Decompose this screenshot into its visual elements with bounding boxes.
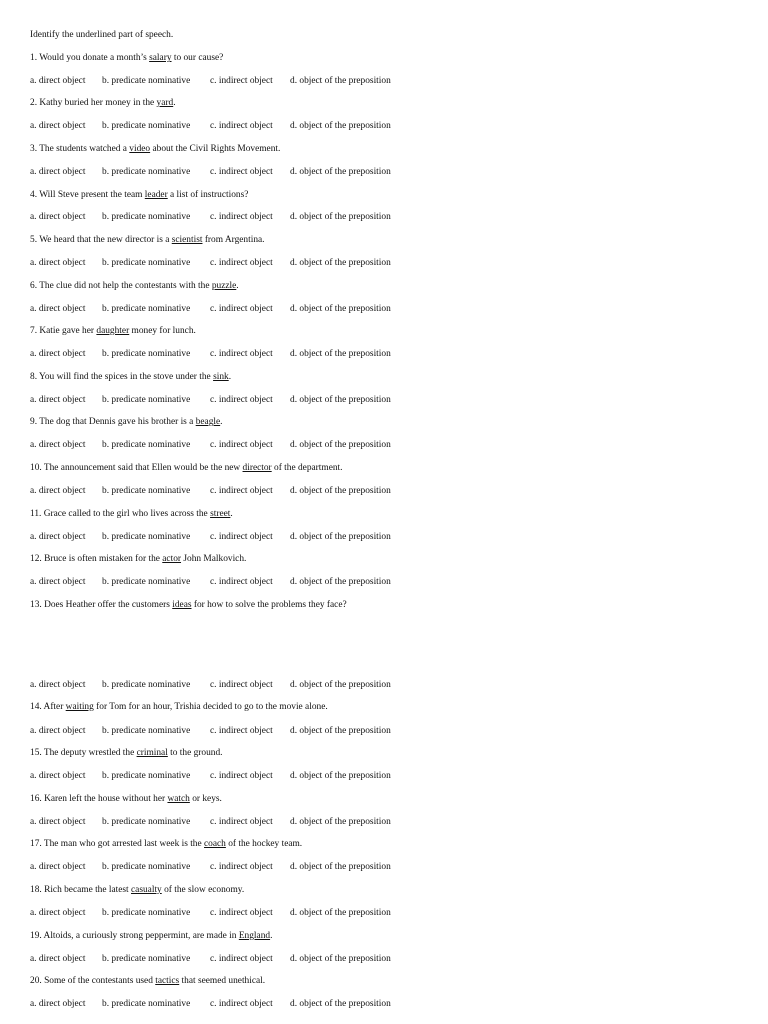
question-text: 18. Rich became the latest [30, 885, 132, 895]
option-d[interactable]: d. object of the preposition [290, 212, 391, 222]
underlined-word: ideas [172, 600, 192, 610]
question-4 [30, 189, 248, 201]
question-text: 15. The deputy wrestled the [30, 748, 137, 758]
option-d[interactable]: d. object of the preposition [290, 76, 391, 86]
option-c[interactable]: c. indirect object [210, 76, 273, 86]
underlined-word: daughter [96, 326, 130, 336]
question-text: or keys. [189, 794, 222, 804]
option-a[interactable]: a. direct object [30, 395, 86, 405]
question-text: John Malkovich. [181, 554, 247, 564]
option-b[interactable]: b. predicate nominative [102, 908, 191, 918]
question-2 [30, 97, 176, 109]
underlined-word: beagle [195, 417, 221, 427]
question-16 [30, 793, 222, 805]
question-text: 17. The man who got arrested last week is the [30, 839, 205, 849]
underlined-word: actor [162, 554, 182, 564]
question-19 [30, 930, 272, 942]
underlined-word: scientist [171, 235, 203, 245]
option-c[interactable]: c. indirect object [210, 908, 273, 918]
question-text: about the Civil Rights Movement. [150, 144, 281, 154]
option-c[interactable]: c. indirect object [210, 167, 273, 177]
question-6 [30, 280, 239, 292]
question-text: a list of instructions? [167, 190, 249, 200]
question-text: 14. After [30, 702, 66, 712]
question-5 [30, 234, 265, 246]
underlined-word: tactics [155, 976, 180, 986]
option-d[interactable]: d. object of the preposition [290, 908, 391, 918]
option-c[interactable]: c. indirect object [210, 486, 273, 496]
option-a[interactable]: a. direct object [30, 486, 86, 496]
underlined-word: salary [149, 53, 172, 63]
question-15 [30, 747, 223, 759]
option-c[interactable]: c. indirect object [210, 304, 273, 314]
option-b[interactable]: b. predicate nominative [102, 999, 191, 1009]
question-text: 13. Does Heather offer the customers [30, 600, 173, 610]
question-text: 12. Bruce is often mistaken for the [30, 554, 163, 564]
option-a[interactable]: a. direct object [30, 76, 86, 86]
option-c[interactable]: c. indirect object [210, 862, 273, 872]
option-d[interactable]: d. object of the preposition [290, 349, 391, 359]
option-a[interactable]: a. direct object [30, 680, 86, 690]
option-a[interactable]: a. direct object [30, 817, 86, 827]
question-20 [30, 975, 265, 987]
question-text: 6. The clue did not help the contestants with the [30, 281, 212, 291]
question-text: of the department. [271, 463, 343, 473]
option-b[interactable]: b. predicate nominative [102, 258, 191, 268]
option-c[interactable]: c. indirect object [210, 121, 273, 131]
option-b[interactable]: b. predicate nominative [102, 817, 191, 827]
option-d[interactable]: d. object of the preposition [290, 771, 391, 781]
option-b[interactable]: b. predicate nominative [102, 76, 191, 86]
option-b[interactable]: b. predicate nominative [102, 680, 191, 690]
option-d[interactable]: d. object of the preposition [290, 680, 391, 690]
option-d[interactable]: d. object of the preposition [290, 440, 391, 450]
option-d[interactable]: d. object of the preposition [290, 486, 391, 496]
option-d[interactable]: d. object of the preposition [290, 532, 391, 542]
option-d[interactable]: d. object of the preposition [290, 954, 391, 964]
question-text: to our cause? [171, 53, 224, 63]
underlined-word: leader [144, 190, 168, 200]
option-a[interactable]: a. direct object [30, 304, 86, 314]
option-a[interactable]: a. direct object [30, 258, 86, 268]
option-a[interactable]: a. direct object [30, 440, 86, 450]
question-text: 10. The announcement said that Ellen would be the new [30, 463, 243, 473]
option-c[interactable]: c. indirect object [210, 954, 273, 964]
option-c[interactable]: c. indirect object [210, 349, 273, 359]
option-b[interactable]: b. predicate nominative [102, 121, 191, 131]
question-text: 9. The dog that Dennis gave his brother is a [30, 417, 196, 427]
option-c[interactable]: c. indirect object [210, 577, 273, 587]
option-a[interactable]: a. direct object [30, 908, 86, 918]
question-text: . [173, 98, 176, 108]
underlined-word: coach [204, 839, 226, 849]
option-d[interactable]: d. object of the preposition [290, 304, 391, 314]
underlined-word: director [242, 463, 272, 473]
question-text: 2. Kathy buried her money in the [30, 98, 157, 108]
option-b[interactable]: b. predicate nominative [102, 726, 191, 736]
option-b[interactable]: b. predicate nominative [102, 212, 191, 222]
option-b[interactable]: b. predicate nominative [102, 532, 191, 542]
option-d[interactable]: d. object of the preposition [290, 862, 391, 872]
option-d[interactable]: d. object of the preposition [290, 395, 391, 405]
option-c[interactable]: c. indirect object [210, 771, 273, 781]
question-text: 3. The students watched a [30, 144, 130, 154]
underlined-word: criminal [136, 748, 168, 758]
question-13 [30, 599, 347, 611]
option-b[interactable]: b. predicate nominative [102, 349, 191, 359]
option-b[interactable]: b. predicate nominative [102, 395, 191, 405]
question-14 [30, 701, 328, 713]
question-text: 11. Grace called to the girl who lives across the [30, 509, 211, 519]
underlined-word: yard [156, 98, 174, 108]
option-c[interactable]: c. indirect object [210, 999, 273, 1009]
question-text: to the ground. [167, 748, 223, 758]
underlined-word: casualty [131, 885, 162, 895]
question-text: 1. Would you donate a month’s [30, 53, 150, 63]
question-text: 5. We heard that the new director is a [30, 235, 172, 245]
option-a[interactable]: a. direct object [30, 862, 86, 872]
option-a[interactable]: a. direct object [30, 954, 86, 964]
question-text: of the hockey team. [225, 839, 303, 849]
option-c[interactable]: c. indirect object [210, 212, 273, 222]
question-1 [30, 52, 223, 64]
underlined-word: sink [213, 372, 229, 382]
option-b[interactable]: b. predicate nominative [102, 954, 191, 964]
option-a[interactable]: a. direct object [30, 999, 86, 1009]
option-c[interactable]: c. indirect object [210, 440, 273, 450]
question-17 [30, 838, 302, 850]
question-text: 19. Altoids, a curiously strong peppermint, are made in [30, 931, 239, 941]
question-text: money for lunch. [129, 326, 196, 336]
underlined-word: watch [167, 794, 190, 804]
question-18 [30, 884, 244, 896]
option-c[interactable]: c. indirect object [210, 726, 273, 736]
question-text: for how to solve the problems they face? [191, 600, 347, 610]
option-a[interactable]: a. direct object [30, 121, 86, 131]
option-b[interactable]: b. predicate nominative [102, 440, 191, 450]
instructions: Identify the underlined part of speech. [30, 30, 174, 40]
option-b[interactable]: b. predicate nominative [102, 486, 191, 496]
question-8 [30, 371, 231, 383]
option-d[interactable]: d. object of the preposition [290, 726, 391, 736]
underlined-word: waiting [65, 702, 94, 712]
question-text: . [220, 417, 223, 427]
question-text: 4. Will Steve present the team [30, 190, 145, 200]
question-text: 8. You will find the spices in the stove under the [30, 372, 214, 382]
option-d[interactable]: d. object of the preposition [290, 121, 391, 131]
option-b[interactable]: b. predicate nominative [102, 304, 191, 314]
question-text: . [270, 931, 273, 941]
underlined-word: England [238, 931, 271, 941]
option-a[interactable]: a. direct object [30, 212, 86, 222]
option-c[interactable]: c. indirect object [210, 817, 273, 827]
question-3 [30, 143, 280, 155]
question-text: for Tom for an hour, Trishia decided to go to the movie alone. [93, 702, 328, 712]
question-text: that seemed unethical. [179, 976, 266, 986]
question-7 [30, 325, 196, 337]
underlined-word: puzzle [211, 281, 237, 291]
option-d[interactable]: d. object of the preposition [290, 167, 391, 177]
option-b[interactable]: b. predicate nominative [102, 167, 191, 177]
option-b[interactable]: b. predicate nominative [102, 577, 191, 587]
option-c[interactable]: c. indirect object [210, 395, 273, 405]
underlined-word: video [129, 144, 151, 154]
option-c[interactable]: c. indirect object [210, 258, 273, 268]
option-c[interactable]: c. indirect object [210, 532, 273, 542]
option-a[interactable]: a. direct object [30, 726, 86, 736]
underlined-word: street [210, 509, 231, 519]
question-text: 7. Katie gave her [30, 326, 97, 336]
question-10 [30, 462, 343, 474]
question-11 [30, 508, 233, 520]
question-12 [30, 553, 246, 565]
option-d[interactable]: d. object of the preposition [290, 817, 391, 827]
option-a[interactable]: a. direct object [30, 771, 86, 781]
question-text: . [228, 372, 232, 382]
question-9 [30, 416, 223, 428]
option-a[interactable]: a. direct object [30, 349, 86, 359]
option-a[interactable]: a. direct object [30, 167, 86, 177]
option-d[interactable]: d. object of the preposition [290, 577, 391, 587]
option-c[interactable]: c. indirect object [210, 680, 273, 690]
option-b[interactable]: b. predicate nominative [102, 862, 191, 872]
option-a[interactable]: a. direct object [30, 577, 86, 587]
question-text: . [230, 509, 233, 519]
question-text: of the slow economy. [161, 885, 245, 895]
option-a[interactable]: a. direct object [30, 532, 86, 542]
question-text: from Argentina. [202, 235, 265, 245]
option-d[interactable]: d. object of the preposition [290, 999, 391, 1009]
question-text: . [236, 281, 239, 291]
option-b[interactable]: b. predicate nominative [102, 771, 191, 781]
question-text: 20. Some of the contestants used [30, 976, 156, 986]
option-d[interactable]: d. object of the preposition [290, 258, 391, 268]
question-text: 16. Karen left the house without her [30, 794, 168, 804]
